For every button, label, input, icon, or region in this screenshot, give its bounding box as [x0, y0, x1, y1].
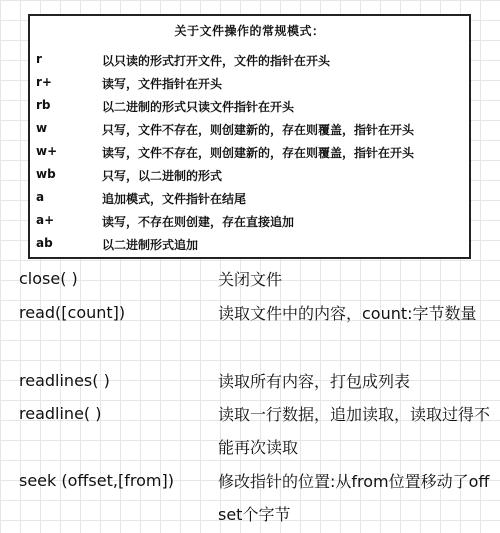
function-description: 读取一行数据，追加读取，读取过得不能再次读取	[218, 405, 491, 457]
mode-code: r	[36, 52, 42, 66]
mode-code: wb	[36, 167, 56, 181]
mode-code: a+	[36, 213, 55, 227]
mode-description: 读写，不存在则创建，存在直接追加	[102, 215, 295, 229]
mode-row-wb	[30, 164, 469, 187]
mode-description: 追加模式，文件指针在结尾	[102, 192, 247, 206]
file-mode-table	[28, 14, 471, 259]
mode-code: ab	[36, 236, 53, 250]
mode-description: 以二进制的形式只读文件指针在开头	[102, 100, 295, 114]
mode-code: w	[36, 121, 48, 135]
mode-row-rb	[30, 95, 469, 118]
mode-code: a	[36, 190, 45, 204]
mode-description: 以二进制形式追加	[102, 238, 199, 252]
mode-row-a-plus	[30, 210, 469, 233]
mode-description: 以只读的形式打开文件，文件的指针在开头	[102, 54, 331, 68]
mode-code: r+	[36, 75, 52, 89]
function-name: seek (offset,[from])	[19, 471, 174, 490]
function-name: readline( )	[19, 404, 102, 423]
mode-description: 读写，文件不存在，则创建新的，存在则覆盖，指针在开头	[102, 146, 415, 160]
mode-table-title: 关于文件操作的常规模式：	[174, 24, 325, 38]
mode-code: w+	[36, 144, 58, 158]
mode-row-a	[30, 187, 469, 210]
function-description: 读取文件中的内容，count:字节数量	[218, 304, 477, 323]
mode-row-w-plus	[30, 141, 469, 164]
mode-row-r	[30, 49, 469, 72]
function-description: 修改指针的位置:从from位置移动了offset个字节	[218, 472, 490, 524]
function-name: readlines( )	[19, 371, 110, 390]
mode-row-r-plus	[30, 72, 469, 95]
mode-description: 只写，以二进制的形式	[102, 169, 223, 183]
mode-description: 读写，文件指针在开头	[102, 77, 223, 91]
mode-row-w	[30, 118, 469, 141]
function-description: 关闭文件	[218, 270, 283, 289]
function-description: 读取所有内容，打包成列表	[218, 372, 411, 391]
mode-row-ab	[30, 233, 469, 256]
mode-code: rb	[36, 98, 51, 112]
function-name: read([count])	[19, 303, 126, 322]
mode-description: 只写，文件不存在，则创建新的，存在则覆盖，指针在开头	[102, 123, 415, 137]
function-name: close( )	[19, 269, 78, 288]
